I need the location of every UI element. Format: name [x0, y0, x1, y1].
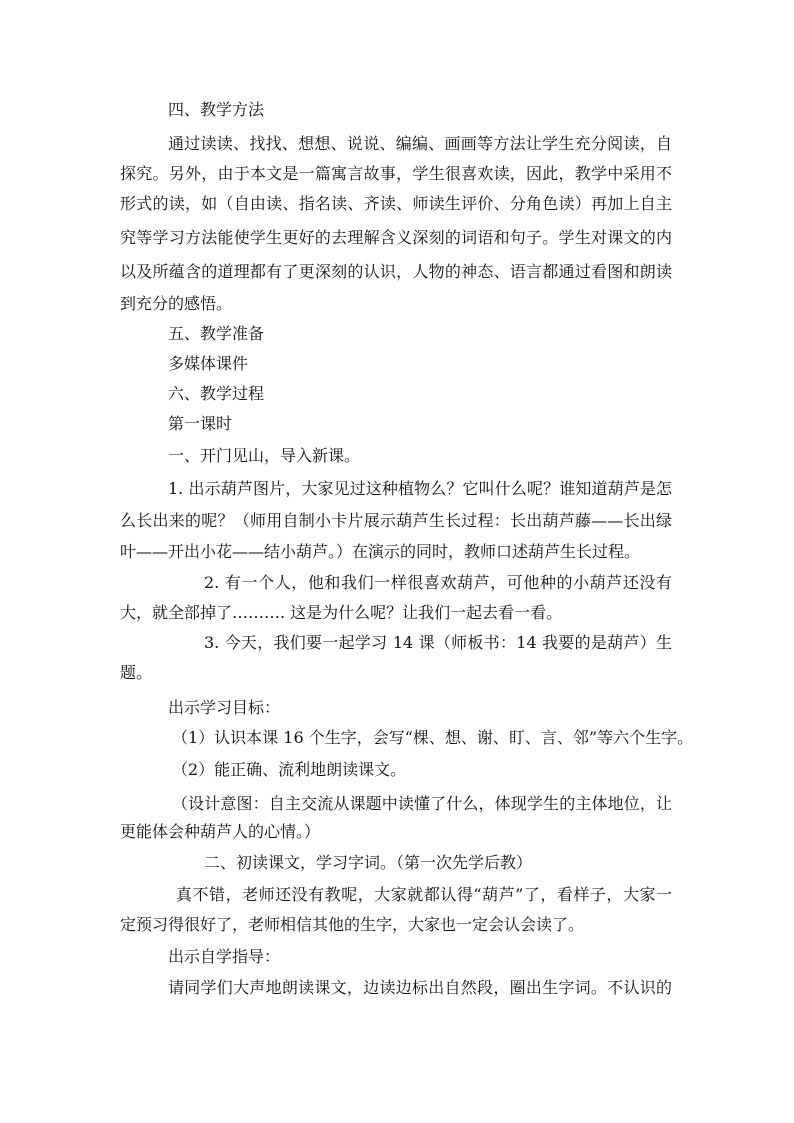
design-intent-note: （设计意图：自主交流从课题中读懂了什么，体现学生的主体地位，让	[172, 794, 672, 813]
paragraph-line: 定预习得很好了，老师相信其他的生字，大家也一定会认会读了。	[120, 915, 585, 934]
paragraph-line: 多媒体课件	[168, 354, 249, 373]
step-heading: 二、初读课文，学习字词。（第一次先学后教）	[204, 853, 533, 872]
paragraph-line: 题。	[120, 663, 153, 682]
lesson-title: 第一课时	[168, 414, 233, 433]
paragraph-line: 通过读读、找找、想想、说说、编编、画画等方法让学生充分阅读，自	[168, 134, 672, 153]
objectives-heading: 出示学习目标：	[168, 698, 281, 717]
paragraph-line: 到充分的感悟。	[120, 294, 233, 313]
paragraph-line: 叶——开出小花——结小葫芦。）在演示的同时，教师口述葫芦生长过程。	[120, 542, 641, 561]
paragraph-line: 形式的读，如（自由读、指名读、齐读、师读生评价、分角色读）再加上自主	[120, 194, 672, 213]
step-heading: 一、开门见山，导入新课。	[168, 446, 361, 465]
paragraph-line: 请同学们大声地朗读课文，边读边标出自然段，圈出生字词。不认识的	[168, 978, 672, 997]
section-heading-teaching-method: 四、教学方法	[168, 100, 265, 119]
section-heading-process: 六、教学过程	[168, 384, 265, 403]
paragraph-line: 1. 出示葫芦图片，大家见过这种植物么？它叫什么呢？谁知道葫芦是怎	[168, 479, 672, 498]
objective-item: （1）认识本课 16 个生字，会写“棵、想、谢、盯、言、邻”等六个生字。	[172, 728, 694, 747]
paragraph-line: 真不错，老师还没有教呢，大家就都认得“葫芦”了，看样子，大家一	[176, 885, 672, 904]
section-heading-preparation: 五、教学准备	[168, 324, 265, 343]
paragraph-line: 大，就全部掉了………. 这是为什么呢？让我们一起去看一看。	[120, 603, 563, 622]
guidance-heading: 出示自学指导：	[168, 947, 281, 966]
objective-item: （2）能正确、流利地朗读课文。	[172, 760, 407, 779]
paragraph-line: 2. 有一个人，他和我们一样很喜欢葫芦，可他种的小葫芦还没有	[204, 573, 672, 592]
paragraph-line: 以及所蕴含的道理都有了更深刻的认识，人物的神态、语言都通过看图和朗读	[120, 262, 672, 281]
design-intent-note: 更能体会种葫芦人的心情。）	[120, 822, 321, 841]
paragraph-line: 么长出来的呢？（师用自制小卡片展示葫芦生长过程：长出葫芦藤——长出绿	[120, 511, 672, 530]
paragraph-line: 3. 今天，我们要一起学习 14 课（师板书：14 我要的是葫芦）生	[204, 633, 672, 652]
paragraph-line: 究等学习方法能使学生更好的去理解含义深刻的词语和句子。学生对课文的内	[120, 228, 672, 247]
paragraph-line: 探究。另外，由于本文是一篇寓言故事，学生很喜欢读，因此，教学中采用不	[120, 164, 672, 183]
